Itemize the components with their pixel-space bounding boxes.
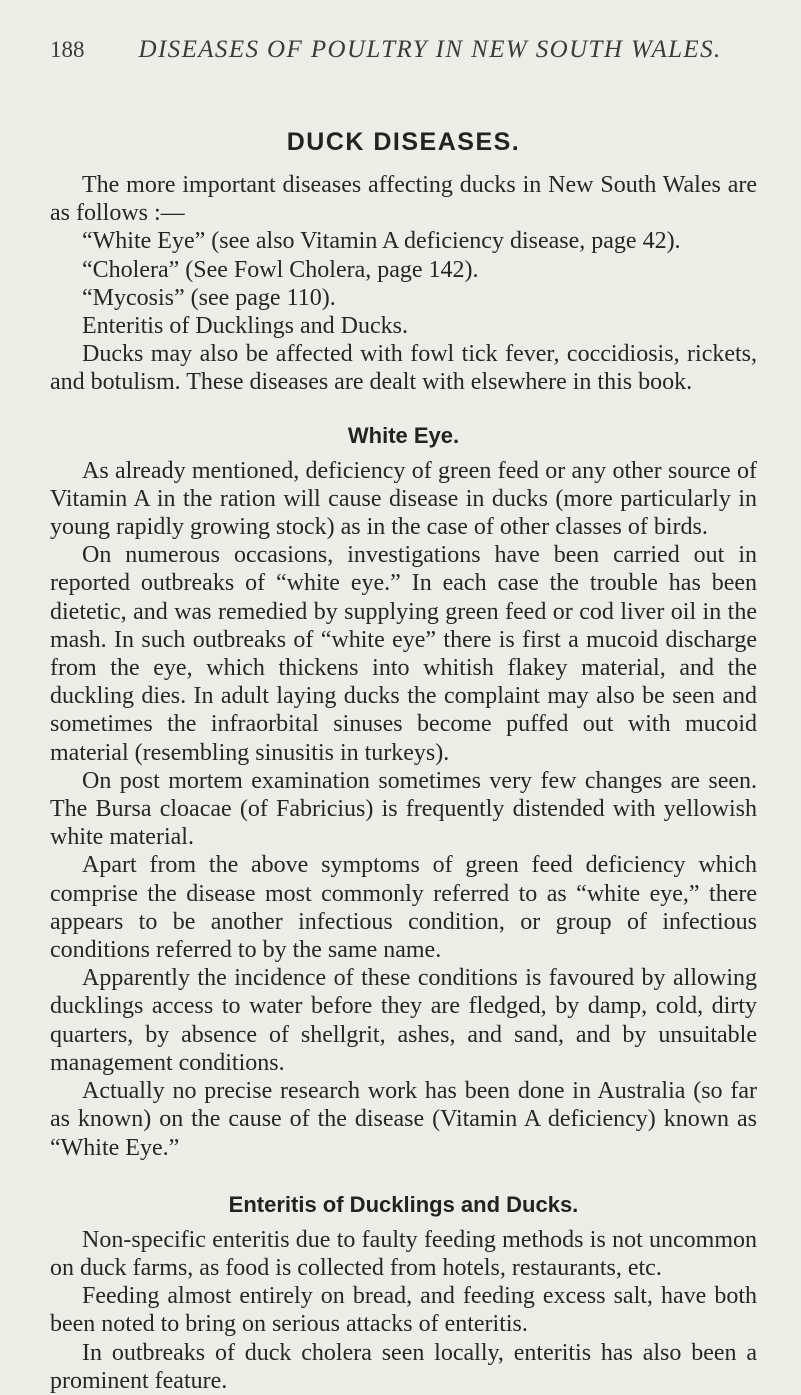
intro-paragraph: The more important diseases affecting ducks in New South Wales are as follows :— bbox=[50, 172, 757, 227]
white-eye-paragraph: Actually no precise research work has been done in Australia (so far as known) on the cause of the disease (Vitamin A deficiency) known as “White Eye.” bbox=[50, 1078, 757, 1161]
white-eye-paragraph: Apparently the incidence of these conditions is favoured by allowing ducklings access to water before they are fledged, by damp, cold, dirty quarters, by absence of shellgrit, ashes, and sand, and by unsuitable management conditions. bbox=[50, 965, 757, 1076]
list-item-mycosis: “Mycosis” (see page 110). bbox=[82, 284, 336, 311]
running-title: DISEASES OF POULTRY IN NEW SOUTH WALES. bbox=[138, 36, 722, 63]
enteritis-paragraph: Feeding almost entirely on bread, and feeding excess salt, have both been noted to bring on serious attacks of enteritis. bbox=[50, 1283, 757, 1338]
running-header bbox=[50, 36, 757, 64]
intro-closing-paragraph: Ducks may also be affected with fowl tick fever, coccidiosis, rickets, and botulism. These diseases are dealt with elsewhere in this book. bbox=[50, 341, 757, 396]
white-eye-paragraph: Apart from the above symptoms of green feed deficiency which comprise the disease most commonly referred to as “white eye,” there appears to be another infectious condition, or group of infectious conditions referred to by the same name. bbox=[50, 852, 757, 964]
section-heading-white-eye: White Eye. bbox=[347, 422, 460, 448]
list-item-enteritis: Enteritis of Ducklings and Ducks. bbox=[82, 313, 408, 340]
chapter-title: DUCK DISEASES. bbox=[286, 128, 521, 156]
section-heading-enteritis: Enteritis of Ducklings and Ducks. bbox=[228, 1191, 579, 1217]
white-eye-paragraph: On post mortem examination sometimes very few changes are seen. The Bursa cloacae (of Fabricius) is frequently distended with yellowish white material. bbox=[50, 767, 757, 851]
enteritis-paragraph: In outbreaks of duck cholera seen locally, enteritis has also been a prominent feature. bbox=[50, 1339, 757, 1394]
list-item-cholera: “Cholera” (See Fowl Cholera, page 142). bbox=[82, 256, 479, 283]
white-eye-paragraph: On numerous occasions, investigations have been carried out in reported outbreaks of “white eye.” In each case the trouble has been dietetic, and was remedied by supplying green feed or cod liver oil in the mash. In such outbreaks of “white eye” there is first a mucoid discharge from the eye, which thickens into whitish flakey material, and the duckling dies. In adult laying ducks the complaint may also be seen and sometimes the infraorbital sinuses become puffed out with mucoid material (resembling sinusitis in turkeys). bbox=[50, 542, 757, 766]
enteritis-paragraph: Non-specific enteritis due to faulty feeding methods is not uncommon on duck farms, as food is collected from hotels, restaurants, etc. bbox=[50, 1226, 757, 1281]
list-item-white-eye: “White Eye” (see also Vitamin A deficiency disease, page 42). bbox=[82, 228, 681, 255]
white-eye-paragraph: As already mentioned, deficiency of green feed or any other source of Vitamin A in the ration will cause disease in ducks (more particularly in young rapidly growing stock) as in the case of other classes of birds. bbox=[50, 457, 757, 541]
page-number: 188 bbox=[50, 37, 85, 62]
